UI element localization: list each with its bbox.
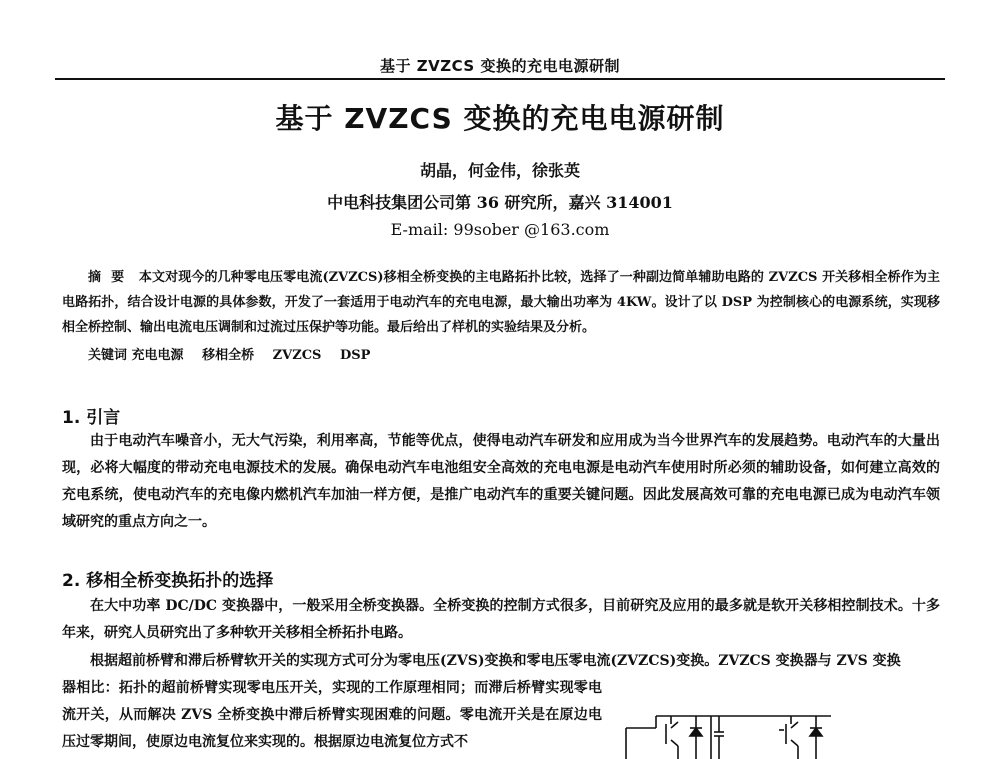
running-head: 基于 ZVZCS 变换的充电电源研制	[380, 57, 620, 75]
abstract	[62, 265, 940, 340]
paper-title: 基于 ZVZCS 变换的充电电源研制	[275, 102, 725, 135]
topology-paragraph-1: 在大中功率 DC/DC 变换器中，一般采用全桥变换器。全桥变换的控制方式很多，目前研究及应用的最多就是软开关移相控制技术。十多年来，研究人员研究出了多种软开关移相全桥拓扑电路。	[62, 598, 940, 641]
abstract-label: 摘要	[88, 270, 135, 285]
keywords-label: 关键词	[88, 348, 128, 363]
header-rule	[55, 78, 945, 80]
intro-paragraph: 由于电动汽车噪音小，无大气污染，利用率高，节能等优点，使得电动汽车研发和应用成为当今世界汽车的发展趋势。电动汽车的大量出现，必将大幅度的带动充电电源技术的发展。确保电动汽车电池组安全高效的充电电源是电动汽车使用时所必须的辅助设备，如何建立高效的充电系统，使电动汽车的充电像内燃机汽车加油一样方便，是推广电动汽车的重要关键问题。因此发展高效可靠的充电电源已成为电动汽车领域研究的重点方向之一。	[62, 433, 940, 530]
keyword: DSP	[339, 348, 371, 363]
keywords	[62, 343, 940, 368]
authors: 胡晶，何金伟，徐张英	[419, 161, 580, 180]
keyword: 移相全桥	[202, 348, 255, 363]
abstract-text: 本文对现今的几种零电压零电流(ZVZCS)移相全桥变换的主电路拓扑比较，选择了一种副边简单辅助电路的 ZVZCS 开关移相全桥作为主电路拓扑，结合设计电源的具体参数，开发了一套适用于电动汽车的充电电源，最大输出功率为 4KW。设计了以 DSP 为控制核心的电源系统，实现移相全桥控制、输出电流电压调制和过流过压保护等功能。最后给出了样机的实验结果及分析。	[62, 270, 940, 335]
keyword: ZVZCS	[272, 348, 322, 363]
email: E-mail: 99sober @163.com	[390, 220, 610, 239]
section-heading-intro: 1. 引言	[62, 408, 121, 428]
topology-paragraph-2-continued: 器相比：拓扑的超前桥臂实现零电压开关，实现的工作原理相同；而滞后桥臂实现零电流开关，从而解决 ZVS 全桥变换中滞后桥臂实现困难的问题。零电流开关是在原边电压过零期间，使原边电流复位来实现的。根据原边电流复位方式不	[62, 680, 602, 750]
affiliation: 中电科技集团公司第 36 研究所，嘉兴 314001	[327, 193, 673, 212]
circuit-diagram-fragment	[616, 706, 946, 759]
topology-paragraph-2: 根据超前桥臂和滞后桥臂软开关的实现方式可分为零电压(ZVS)变换和零电压零电流(ZVZCS)变换。ZVZCS 变换器与 ZVS 变换	[90, 653, 901, 669]
keyword: 充电电源	[131, 348, 184, 363]
section-heading-topology: 2. 移相全桥变换拓扑的选择	[62, 571, 274, 591]
